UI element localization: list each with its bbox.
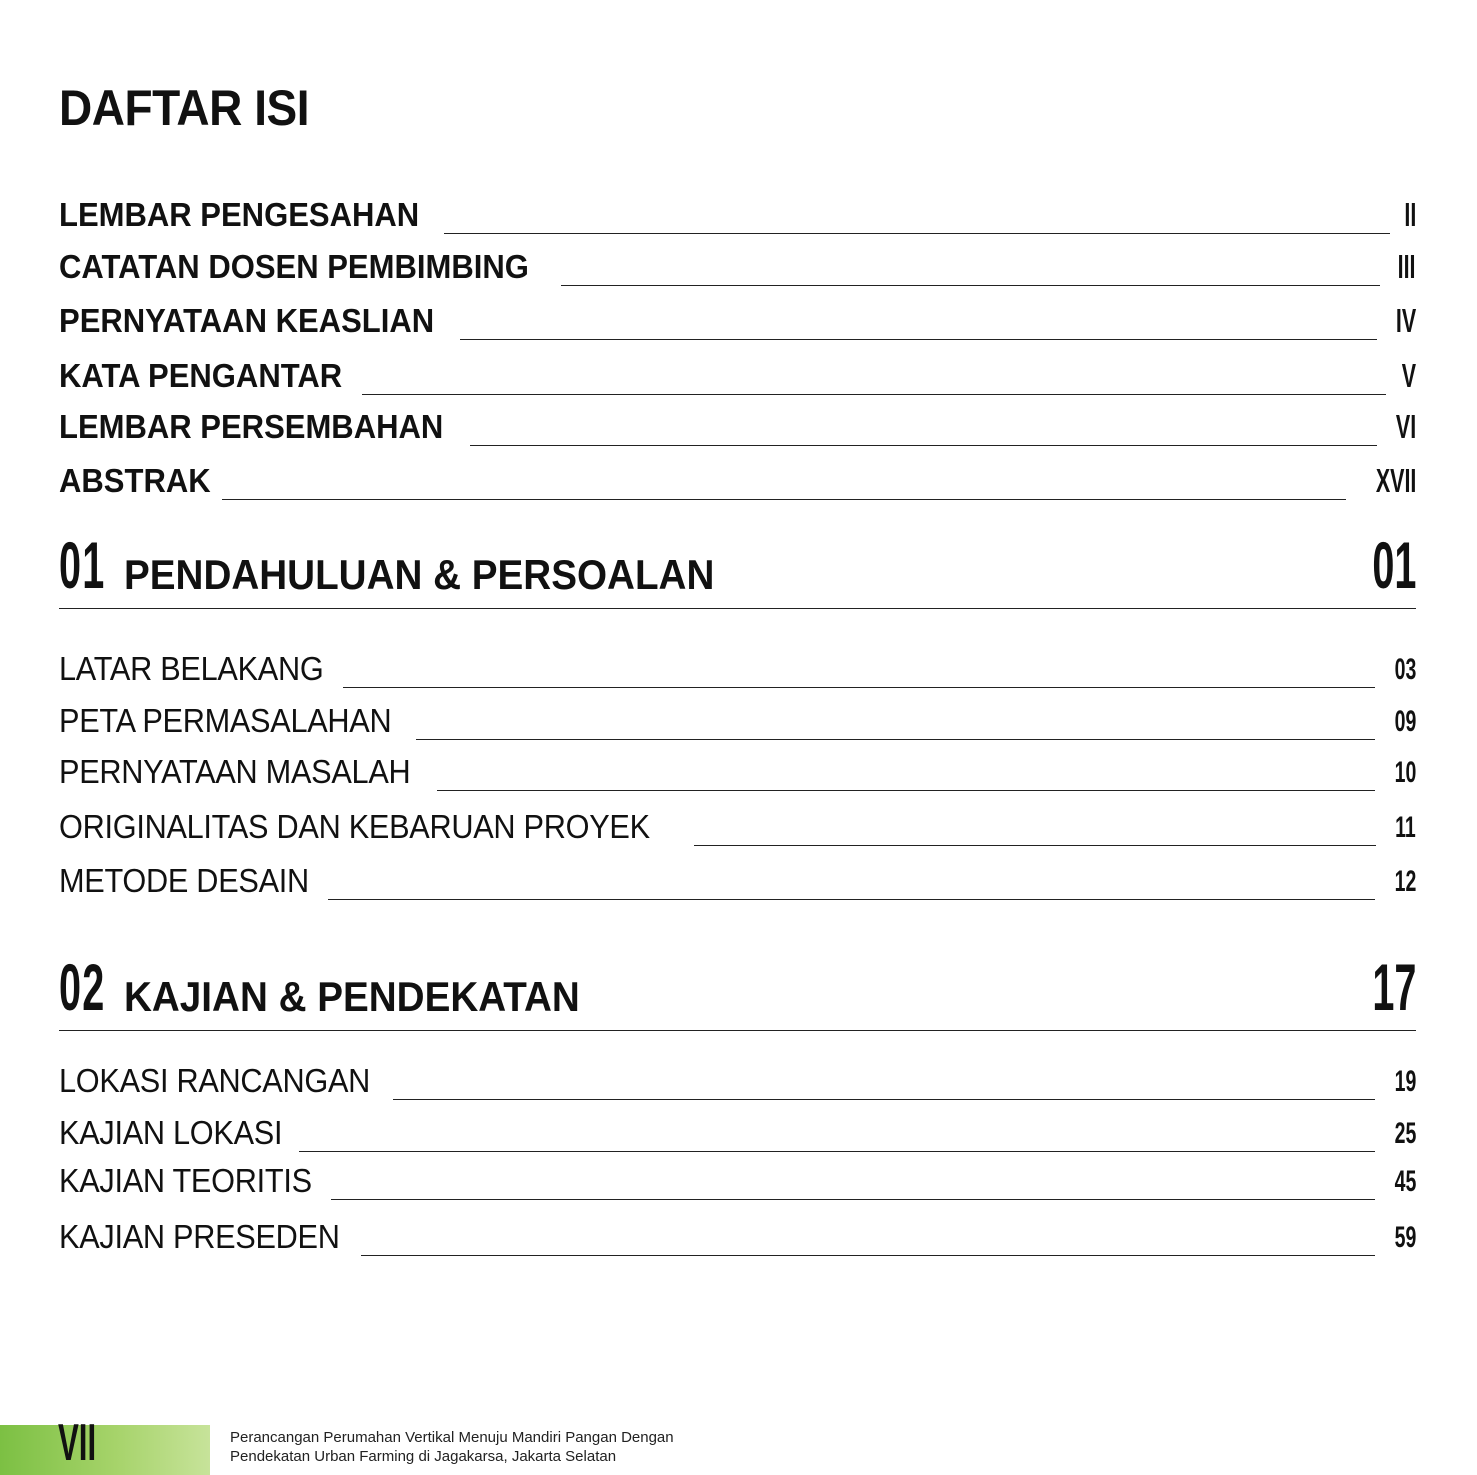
toc-entry-label: LOKASI RANCANGAN xyxy=(59,1062,371,1099)
toc-entry-page: 11 xyxy=(1395,811,1416,844)
toc-entry-page: V xyxy=(1401,357,1416,394)
toc-entry-page: XVII xyxy=(1375,462,1416,499)
leader-line xyxy=(460,339,1377,340)
toc-entry-label: PERNYATAAN MASALAH xyxy=(59,753,411,790)
toc-entry-abstrak[interactable] xyxy=(59,462,1416,500)
toc-entry-page: 25 xyxy=(1394,1117,1416,1150)
leader-line xyxy=(694,845,1376,846)
toc-entry-label: KAJIAN PRESEDEN xyxy=(59,1218,340,1255)
footer-caption-line-2: Pendekatan Urban Farming di Jagakarsa, Jakarta Selatan xyxy=(230,1448,617,1465)
toc-entry-page: 59 xyxy=(1394,1221,1416,1254)
toc-entry-label: PETA PERMASALAHAN xyxy=(59,702,392,739)
toc-entry-lokasi-rancangan[interactable] xyxy=(59,1062,1416,1100)
toc-entry-page: 19 xyxy=(1394,1065,1416,1098)
toc-entry-page: III xyxy=(1398,248,1416,285)
toc-entry-originalitas[interactable] xyxy=(59,808,1416,846)
chapter-page: 17 xyxy=(1371,950,1416,1024)
toc-entry-page: 45 xyxy=(1394,1165,1416,1198)
toc-entry-metode-desain[interactable] xyxy=(59,862,1416,900)
toc-entry-label: LEMBAR PERSEMBAHAN xyxy=(59,408,444,445)
table-of-contents xyxy=(59,0,1416,1300)
toc-entry-kajian-preseden[interactable] xyxy=(59,1218,1416,1256)
toc-entry-label: METODE DESAIN xyxy=(59,862,309,899)
page-title: DAFTAR ISI xyxy=(59,80,310,136)
leader-line xyxy=(393,1099,1374,1100)
toc-entry-pernyataan-keaslian[interactable] xyxy=(59,302,1416,340)
chapter-page: 01 xyxy=(1371,528,1416,602)
leader-line xyxy=(328,899,1375,900)
toc-entry-label: KAJIAN TEORITIS xyxy=(59,1162,312,1199)
toc-entry-label: LATAR BELAKANG xyxy=(59,650,324,687)
leader-line xyxy=(561,285,1381,286)
toc-entry-lembar-persembahan[interactable] xyxy=(59,408,1416,446)
toc-entry-label: KAJIAN LOKASI xyxy=(59,1114,283,1151)
toc-entry-page: 09 xyxy=(1394,705,1416,738)
leader-line xyxy=(299,1151,1375,1152)
footer-caption-line-1: Perancangan Perumahan Vertikal Menuju Mandiri Pangan Dengan xyxy=(230,1429,674,1446)
toc-entry-page: VI xyxy=(1395,408,1416,445)
footer-caption xyxy=(230,1428,674,1466)
toc-entry-page: IV xyxy=(1395,302,1416,339)
toc-entry-lembar-pengesahan[interactable] xyxy=(59,196,1416,234)
toc-entry-label: CATATAN DOSEN PEMBIMBING xyxy=(59,248,529,285)
chapter-heading-02[interactable] xyxy=(59,952,1416,1031)
leader-line xyxy=(343,687,1374,688)
toc-entry-label: KATA PENGANTAR xyxy=(59,357,343,394)
footer-page-number: VII xyxy=(58,1414,97,1472)
toc-entry-kata-pengantar[interactable] xyxy=(59,357,1416,395)
toc-entry-pernyataan-masalah[interactable] xyxy=(59,753,1416,791)
chapter-title: PENDAHULUAN & PERSOALAN xyxy=(124,551,715,598)
toc-entry-peta-permasalahan[interactable] xyxy=(59,702,1416,740)
leader-line xyxy=(362,394,1386,395)
leader-line xyxy=(222,499,1345,500)
toc-entry-page: II xyxy=(1404,196,1416,233)
toc-entry-label: LEMBAR PENGESAHAN xyxy=(59,196,420,233)
leader-line xyxy=(437,790,1375,791)
leader-line xyxy=(331,1199,1375,1200)
chapter-heading-01[interactable] xyxy=(59,530,1416,609)
leader-line xyxy=(444,233,1389,234)
toc-entry-label: ABSTRAK xyxy=(59,462,211,499)
toc-entry-kajian-teoritis[interactable] xyxy=(59,1162,1416,1200)
toc-entry-page: 03 xyxy=(1394,653,1416,686)
toc-entry-page: 10 xyxy=(1394,756,1416,789)
chapter-number: 01 xyxy=(59,528,106,602)
chapter-number: 02 xyxy=(59,950,106,1024)
leader-line xyxy=(361,1255,1375,1256)
toc-entry-kajian-lokasi[interactable] xyxy=(59,1114,1416,1152)
chapter-title: KAJIAN & PENDEKATAN xyxy=(124,973,580,1020)
toc-entry-label: PERNYATAAN KEASLIAN xyxy=(59,302,435,339)
toc-entry-catatan-dosen[interactable] xyxy=(59,248,1416,286)
footer-accent-bar xyxy=(0,1425,210,1475)
toc-entry-label: ORIGINALITAS DAN KEBARUAN PROYEK xyxy=(59,808,650,845)
leader-line xyxy=(470,445,1377,446)
leader-line xyxy=(416,739,1374,740)
toc-entry-latar-belakang[interactable] xyxy=(59,650,1416,688)
toc-entry-page: 12 xyxy=(1394,865,1416,898)
